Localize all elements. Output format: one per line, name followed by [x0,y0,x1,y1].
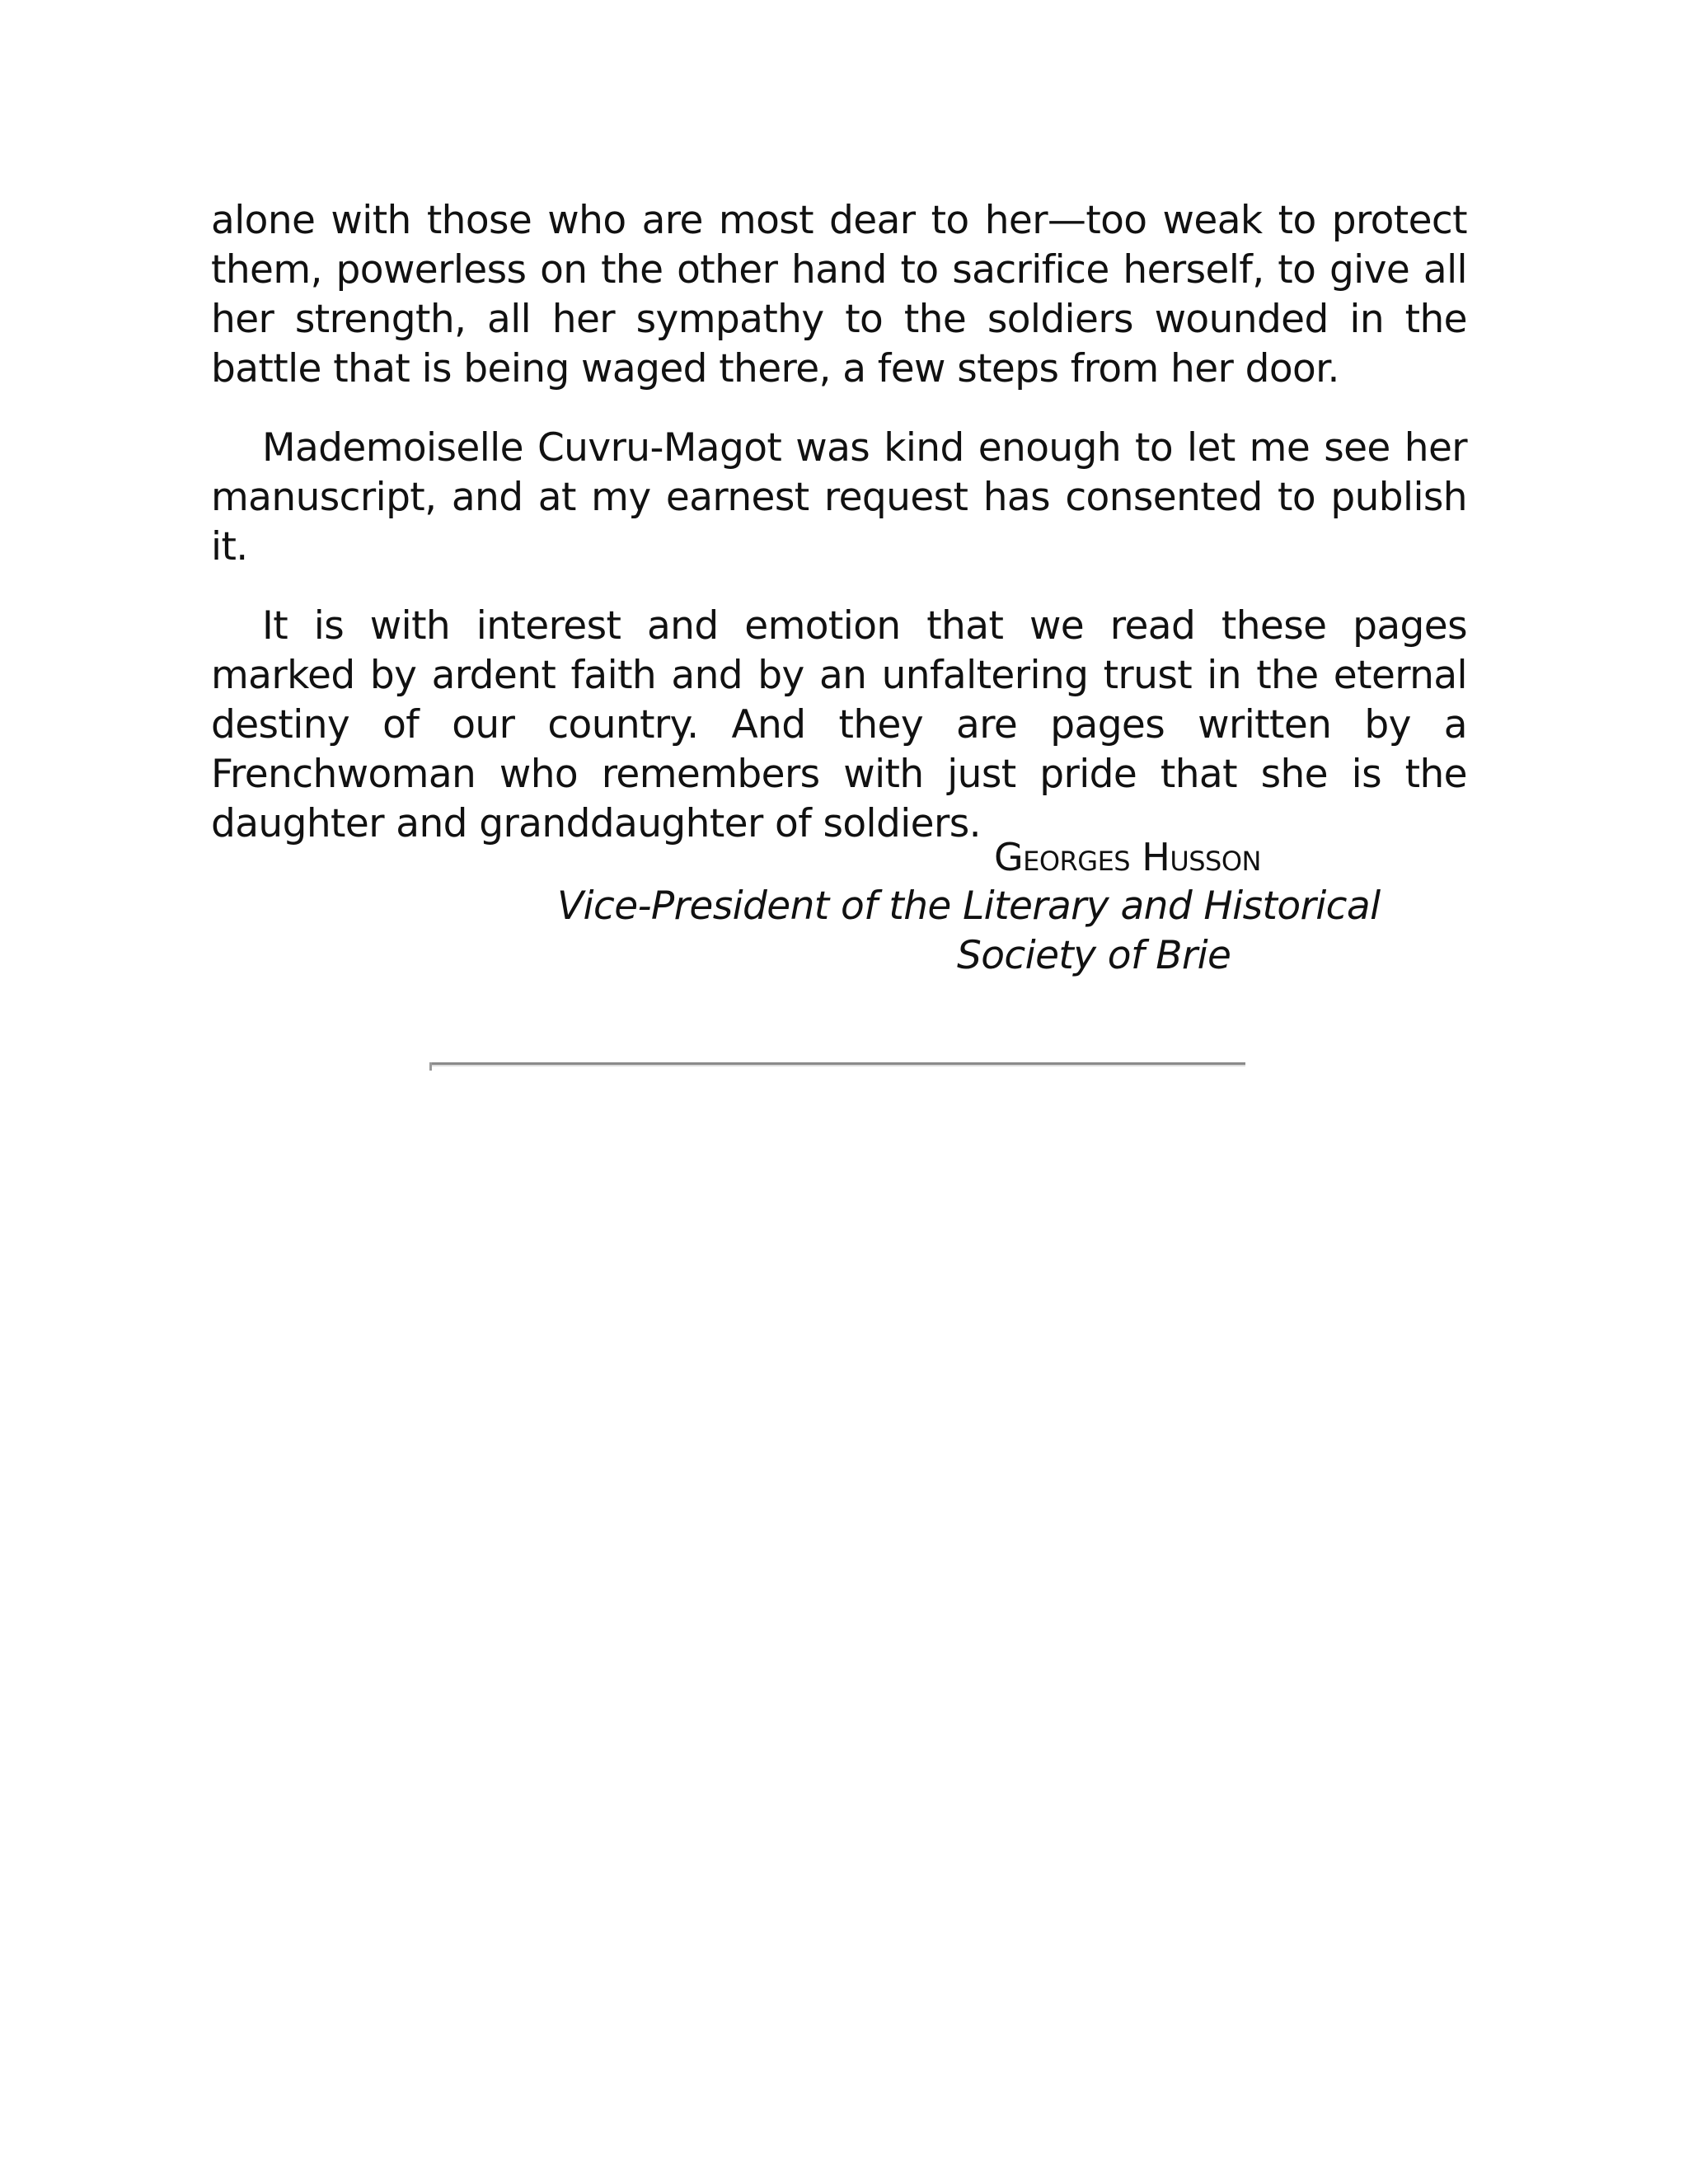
paragraph-interest: It is with interest and emotion that we read these pages marked by ardent faith and by an unfaltering trust in the eternal destiny of our country. And they are pages written by a Frenchwoman who remembers with just pride that she is the daughter and granddaughter of soldiers. [211,603,1467,846]
signature-title-line2: Society of Brie [957,933,1231,978]
body-text [211,196,1467,879]
signature-name: Georges Husson [994,835,1261,879]
signature-title-line1: Vice-President of the Literary and Historical [557,883,1381,929]
paragraph-manuscript: Mademoiselle Cuvru-Magot was kind enough to let me see her manuscript, and at my earnest request has consented to publish it. [211,425,1467,569]
paragraph-continuation: alone with those who are most dear to her—too weak to protect them, powerless on the other hand to sacrifice herself, to give all her strength, all her sympathy to the soldiers wounded in the battle that is being waged there, a few steps from her door. [211,198,1467,391]
horizontal-rule [429,1062,1245,1066]
